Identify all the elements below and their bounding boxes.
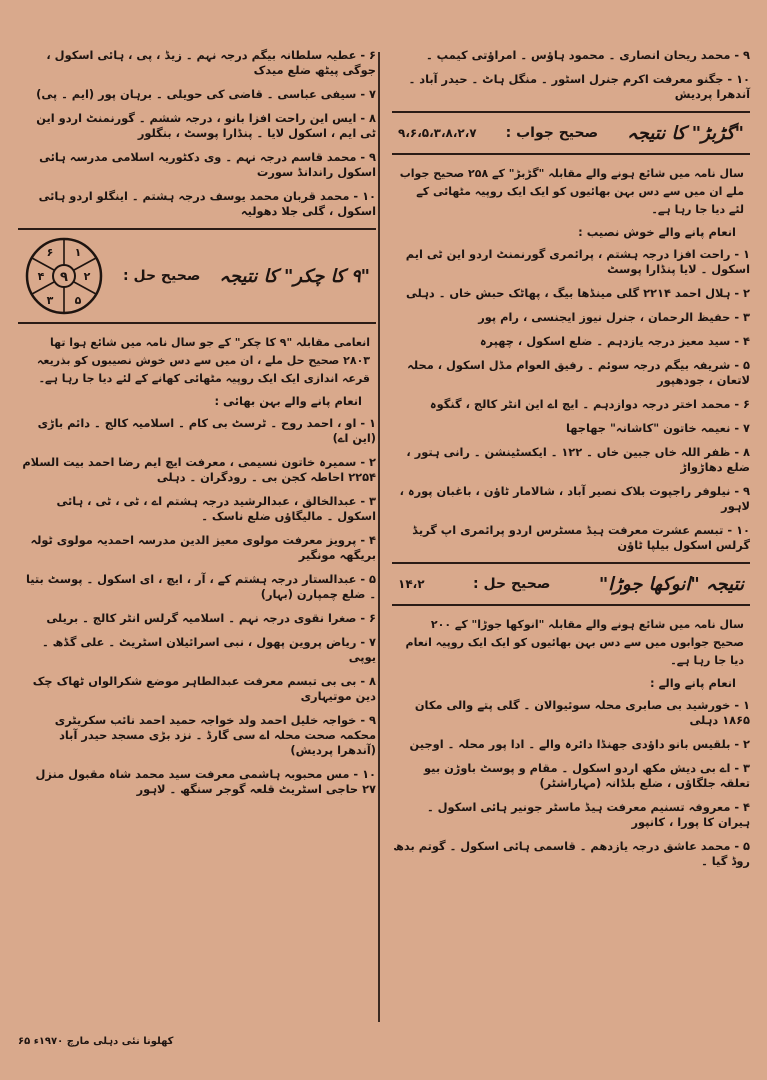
list-item: ۲ - بلقیس بانو داؤدی جھنڈا دائرہ والے ۔ ادا پور محلہ ۔ اوجین bbox=[409, 737, 750, 751]
list-item: ۹ - محمد ریحان انصاری ۔ محمود ہاؤس ۔ امراؤتی کیمپ ۔ bbox=[426, 48, 750, 62]
list-item: ۴ - پرویز معرفت مولوی معیز الدین مدرسہ احمدیہ مولوی ٹولہ بریگھہ مونگیر bbox=[30, 533, 376, 562]
list-item: ۳ - عبدالخالق ، عبدالرشید درجہ ہشتم اے ، ٹی ، ٹی ، ہائی اسکول ۔ مالیگاؤں ضلع ناسک ۔ bbox=[56, 494, 376, 523]
right-top-list bbox=[392, 48, 750, 102]
garbar-title: "گڑبڑ" کا نتیجہ bbox=[627, 122, 744, 144]
anokha-header bbox=[392, 562, 750, 606]
list-item: ۹ - نیلوفر راجپوت بلاک نصیر آباد ، شالامار ٹاؤن ، باغبان پورہ ، لاہور bbox=[399, 484, 750, 513]
list-item: ۷ - سیفی عباسی ۔ قاضی کی حویلی ۔ برہان پور (ایم ۔ پی) bbox=[36, 87, 376, 101]
list-item: ۲ - ہلال احمد ۲۲۱۴ گلی مینڈھا بیگ ، پھاٹک حبش خاں ۔ دہلی bbox=[406, 286, 750, 300]
anokha-intro: سال نامہ میں شائع ہونے والے مقابلہ "انوکھا جوڑا" کے ۲۰۰ صحیح جوابوں میں سے دس بہن بھائیوں کو ایک ایک روپیہ انعام دیا جا رہا ہے۔ bbox=[405, 618, 744, 667]
list-item: ۴ - سید معیز درجہ یازدہم ۔ ضلع اسکول ، چھپرہ bbox=[479, 334, 750, 348]
list-item: ۲ - سمیرہ خاتون نسیمی ، معرفت ایچ ایم رضا احمد بیت السلام ۲۲۵۴ احاطہ کجن بی ۔ رودگران ۔ دہلی bbox=[22, 455, 376, 484]
list-item: ۹ - خواجہ خلیل احمد ولد خواجہ حمید احمد نائب سکریٹری محکمہ صحت محلہ اے سی گارڈ ۔ نزد بڑی مسجد حیدر آباد (آندھرا پردیش) bbox=[54, 713, 376, 757]
left-top-list bbox=[18, 48, 376, 219]
list-item: ۱ - خورشید بی صابری محلہ سوئیوالان ۔ گلی پتے والی مکان ۱۸۶۵ دہلی bbox=[414, 698, 750, 727]
anokha-winners-heading: انعام پانے والے : bbox=[650, 676, 736, 690]
list-item: ۹ - محمد قاسم درجہ نہم ۔ وی دکٹوریہ اسلامی مدرسہ ہائی اسکول راندانڈ سورت bbox=[39, 150, 376, 179]
list-item: ۵ - شریفہ بیگم درجہ سوئم ۔ رفیق العوام مڈل اسکول ، محلہ لاتعان ، جودھپور bbox=[407, 358, 750, 387]
wheel-number: ۵ bbox=[74, 294, 82, 307]
wheel-center-number: ۹ bbox=[60, 270, 68, 285]
list-item: ۶ - عطیہ سلطانہ بیگم درجہ نہم ۔ زیڈ ، پی ، ہائی اسکول ، جوگی پیٹھ ضلع میدک bbox=[46, 48, 376, 77]
nine-intro: انعامی مقابلہ "۹ کا چکر" کے جو سال نامہ میں شائع ہوا تھا ۲۸۰۳ صحیح حل ملے ، ان میں سے دس خوش نصیبوں کو بذریعہ قرعہ اندازی ایک ایک روپیہ مٹھائی کھانے کے لئے دیا جا رہا ہے۔ bbox=[36, 336, 370, 385]
list-item: ۸ - ظفر اللہ خاں جبین خاں ۔ ۱۲۲ ۔ ایکسٹینشن ۔ رانی ہتور ، ضلع دھاڑواڑ bbox=[406, 445, 750, 474]
nine-winners-list bbox=[18, 416, 376, 797]
list-item: ۵ - محمد عاشق درجہ یازدھم ۔ قاسمی ہائی اسکول ۔ گوتم بدھ روڈ گیا ۔ bbox=[393, 839, 750, 868]
list-item: ۷ - نعیمہ خاتون "کاشانہ" جھاجھا bbox=[565, 421, 750, 435]
list-item: ۷ - ریاض پروین پھول ، نبی اسرائیلان اسٹریٹ ۔ علی گڈھ ۔ یوپی bbox=[41, 635, 376, 664]
anokha-solution-value: ۱۴،۲ bbox=[398, 577, 425, 591]
left-column bbox=[18, 48, 376, 806]
garbar-solution-value: ۹،۶،۵،۳،۸،۲،۷ bbox=[398, 126, 477, 140]
list-item: ۸ - بی بی تبسم معرفت عبدالطاہر موضع شکرالواں ٹھاک چک دین موتیہاری bbox=[32, 674, 376, 703]
garbar-header bbox=[392, 111, 750, 155]
list-item: ۱ - او ، احمد روح ۔ ٹرسٹ بی کام ۔ اسلامیہ کالج ۔ دائم باڑی (این اے) bbox=[37, 416, 376, 445]
list-item: ۱۰ - مس محبوبہ ہاشمی معرفت سید محمد شاہ مقبول منزل ۲۷ حاجی اسٹریٹ قلعہ گوجر سنگھ ۔ لاہور bbox=[35, 767, 376, 796]
garbar-intro: سال نامہ میں شائع ہونے والے مقابلہ "گڑبڑ" کے ۲۵۸ صحیح جواب ملے ان میں سے دس بہن بھائیوں کو ایک ایک روپیہ مٹھائی کے لئے دیا جا رہا ہے۔ bbox=[399, 167, 744, 216]
list-item: ۱ - راحت افزا درجہ ہشتم ، پرائمری گورنمنٹ اردو این ٹی ایم اسکول ۔ لایا پنڈارا پوسٹ bbox=[405, 247, 750, 276]
right-column bbox=[392, 48, 750, 878]
wheel-number: ۲ bbox=[83, 270, 91, 283]
anokha-winners-list bbox=[392, 698, 750, 869]
column-divider bbox=[378, 52, 380, 1022]
list-item: ۱۰ - محمد قربان محمد یوسف درجہ ہشتم ۔ اینگلو اردو ہائی اسکول ، گلی جلا دھولیہ bbox=[38, 189, 376, 218]
list-item: ۶ - محمد اختر درجہ دوازدہم ۔ ایچ اے این انٹر کالج ، گنگوہ bbox=[429, 397, 750, 411]
anokha-solution-label: صحیح حل : bbox=[473, 576, 551, 592]
wheel-number: ۴ bbox=[37, 270, 45, 283]
nine-wheel-diagram bbox=[24, 236, 104, 316]
wheel-number: ۶ bbox=[46, 246, 54, 259]
wheel-number: ۳ bbox=[46, 294, 54, 307]
nine-winners-heading: انعام پانے والے بہن بھائی : bbox=[214, 394, 362, 408]
nine-title: "۹ کا چکر" کا نتیجہ bbox=[219, 265, 370, 287]
list-item: ۵ - عبدالستار درجہ ہشتم کے ، آر ، ایچ ، ای اسکول ۔ پوسٹ بتیا ۔ ضلع چمپارن (بہار) bbox=[25, 572, 376, 601]
anokha-title: نتیجہ "انوکھا جوڑا" bbox=[598, 573, 744, 595]
garbar-winners-heading: انعام پانے والے خوش نصیب : bbox=[578, 225, 736, 239]
list-item: ۳ - اے بی دیش مکھ اردو اسکول ۔ مقام و پوسٹ باوڑن بیو تعلقہ جلگاؤں ، ضلع بلڈانہ (مہاراشٹر) bbox=[424, 761, 750, 790]
page-footer: کھلونا نئی دہلی مارچ ۱۹۷۰ء ۶۵ bbox=[18, 1036, 174, 1047]
list-item: ۶ - صغرا نقوی درجہ نہم ۔ اسلامیہ گرلس انٹر کالج ۔ بریلی bbox=[46, 611, 376, 625]
nine-solution-label: صحیح حل : bbox=[123, 268, 201, 284]
list-item: ۸ - ایس این راحت افزا بانو ، درجہ ششم ۔ گورنمنٹ اردو این ٹی ایم ، اسکول لایا ۔ پنڈارا پوسٹ ، بنگلور bbox=[36, 111, 376, 140]
list-item: ۱۰ - تبسم عشرت معرفت ہیڈ مسٹرس اردو پرائمری اپ گریڈ گرلس اسکول بیلپا ٹاؤن bbox=[412, 523, 750, 552]
wheel-number: ۱ bbox=[74, 246, 82, 259]
list-item: ۴ - معروفہ تسنیم معرفت ہیڈ ماسٹر جونیر ہائی اسکول ۔ ہیران کا پورا ، کانپور bbox=[426, 800, 750, 829]
nine-header bbox=[18, 228, 376, 324]
list-item: ۳ - حفیظ الرحمان ، جنرل نیوز ایجنسی ، رام پور bbox=[478, 310, 750, 324]
garbar-winners-list bbox=[392, 247, 750, 553]
list-item: ۱۰ - جگنو معرفت اکرم جنرل اسٹور ۔ منگل ہاٹ ۔ حیدر آباد ۔ آندھرا پردیش bbox=[408, 72, 750, 101]
garbar-solution-label: صحیح جواب : bbox=[505, 125, 599, 141]
